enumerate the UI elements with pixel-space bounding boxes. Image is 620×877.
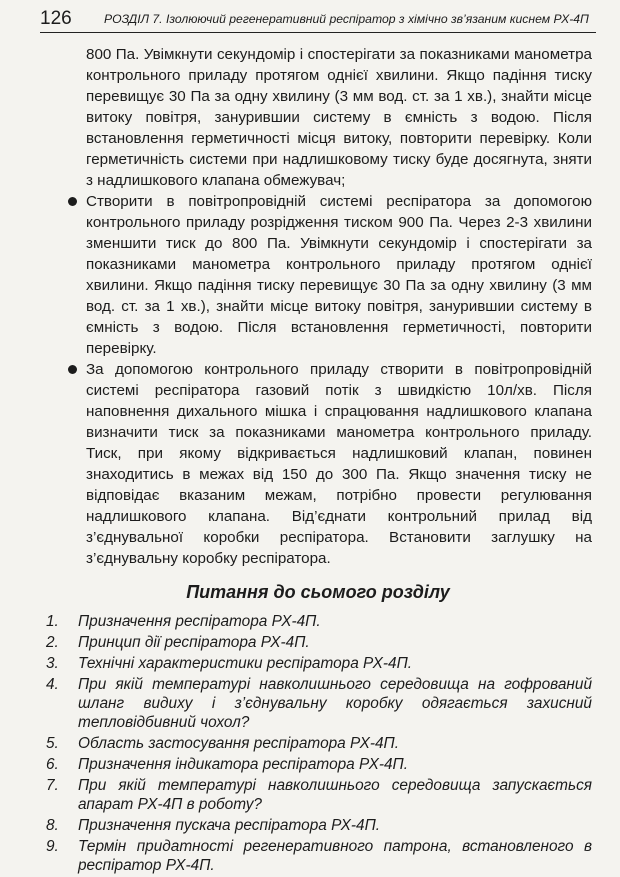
question-item — [44, 633, 592, 652]
question-number: 6. — [46, 756, 59, 773]
question-text: Область застосування респіратора РХ-4П. — [78, 735, 399, 752]
question-text: Призначення пускача респіратора РХ-4П. — [78, 817, 381, 834]
header-rule — [40, 32, 596, 33]
page-number: 126 — [40, 8, 72, 29]
question-text: Термін придатності регенеративного патрона, встановленого в респіратор РХ-4П. — [78, 838, 592, 874]
question-number: 8. — [46, 817, 59, 834]
question-text: Призначення індикатора респіратора РХ-4П. — [78, 756, 408, 773]
question-number: 5. — [46, 735, 59, 752]
question-list — [44, 612, 592, 877]
question-item — [44, 675, 592, 732]
question-text: Призначення респіратора РХ-4П. — [78, 613, 321, 630]
continued-paragraph: 800 Па. Увімкнути секундомір і спостерігати за показниками манометра контрольного приладу протягом однієї хвилини. Якщо падіння тиску перевищує 30 Па за одну хвилину (3 мм вод. ст. за 1 хв.), знайти місце витоку повітря, занурившии систему в ємність з водою. Після встановлення герметичності місця витоку, повторити перевірку. Коли герметичність системи при надлишковому тиску буде досягнута, зняти з надлишкового клапана обмежувач; — [86, 46, 592, 189]
running-title: РОЗДІЛ 7. Ізолюючий регенеративний респіратор з хімічно зв’язаним киснем РХ-4П — [104, 12, 589, 26]
bullet-list — [44, 191, 592, 569]
question-item — [44, 837, 592, 875]
question-number: 1. — [46, 613, 59, 630]
question-item — [44, 776, 592, 814]
question-number: 2. — [46, 634, 59, 651]
question-item — [44, 654, 592, 673]
page-header — [40, 8, 596, 34]
question-text: При якій температурі навколишнього середовища запускається апарат РХ-4П в роботу? — [78, 777, 592, 813]
question-text: Технічні характеристики респіратора РХ-4П. — [78, 655, 413, 672]
bullet-item — [44, 359, 592, 569]
question-text: При якій температурі навколишнього середовища на гофрований шланг видиху і з’єднувальну коробку одягається захисний тепловідбивний чохол? — [78, 676, 592, 731]
question-item — [44, 734, 592, 753]
bullet-icon — [68, 197, 77, 206]
question-text: Принцип дії респіратора РХ-4П. — [78, 634, 310, 651]
question-item — [44, 755, 592, 774]
question-number: 3. — [46, 655, 59, 672]
section-title: Питання до сьомого розділу — [186, 582, 450, 602]
question-number: 9. — [46, 838, 59, 855]
bullet-icon — [68, 365, 77, 374]
question-number: 7. — [46, 777, 59, 794]
bullet-text: За допомогою контрольного приладу створити в повітропровідній системі респіратора газовий потік з швидкістю 10л/хв. Після наповнення дихального мішка і спрацювання надлишкового клапана визначити тиск за показниками манометра контрольного приладу. Тиск, при якому відкривається надлишковий клапан, повинен знаходитись в межах від 150 до 300 Па. Якщо значення тиску не відповідає вказаним межам, потрібно провести регулювання надлишкового клапана. Від’єднати контрольний прилад від з’єднувальної коробки респіратора. Встановити заглушку на з’єднувальну коробку респіратора. — [86, 361, 592, 567]
bullet-text: Створити в повітропровідній системі респіратора за допомогою контрольного приладу розрідження тиском 900 Па. Через 2-3 хвилини зменшити тиск до 800 Па. Увімкнути секундомір і спостерігати за показниками манометра контрольного приладу протягом однієї хвилини. Якщо падіння тиску перевищує 30 Па за одну хвилину (3 мм вод. ст. за 1 хв.), знайти місце витоку повітря, занурившии систему в ємність з водою. Після встановлення герметичності, повторити перевірку. — [86, 193, 592, 357]
question-item — [44, 612, 592, 631]
question-number: 4. — [46, 676, 59, 693]
bullet-item — [44, 191, 592, 359]
question-item — [44, 816, 592, 835]
body-text — [44, 44, 592, 569]
